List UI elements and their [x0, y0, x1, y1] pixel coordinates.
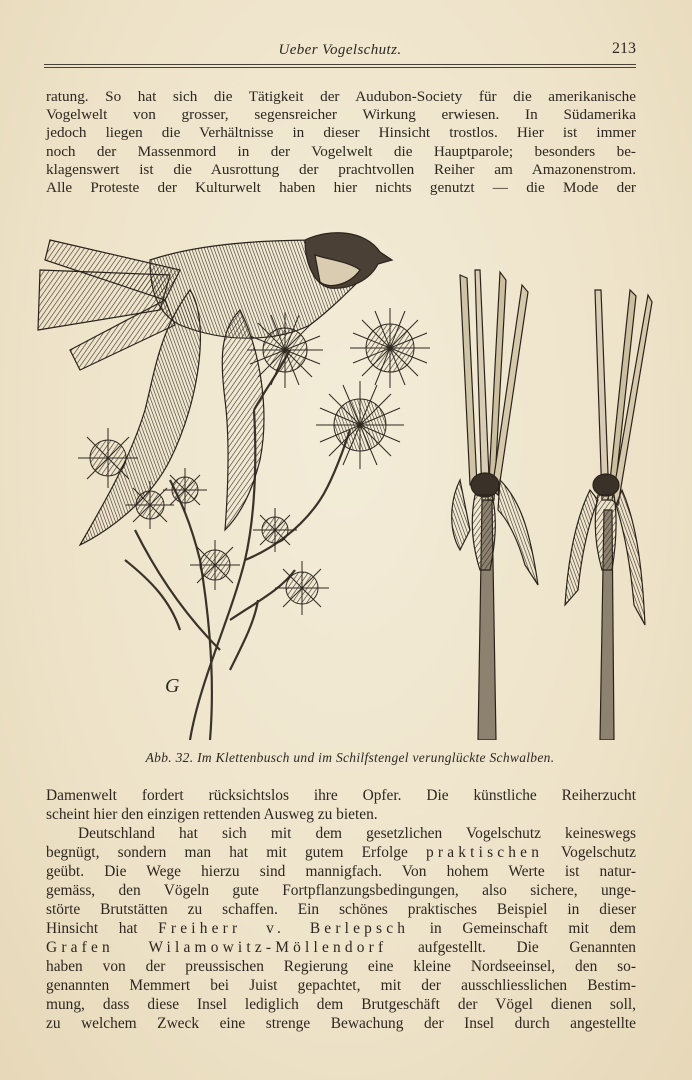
text-line: störte Brutstätten zu schaffen. Ein schönes praktisches Beispiel in dieser	[46, 901, 636, 918]
text-segment: begnügt, sondern man hat mit gutem Erfolge	[46, 844, 426, 861]
text-line: klagenswert ist die Ausrottung der prachtvollen Reiher am Amazonenstrom.	[46, 160, 636, 178]
text-line: zu welchem Zweck eine strenge Bewachung der Insel durch angestellte	[46, 1015, 636, 1032]
text-line: noch der Massenmord in der Vogelwelt die Hauptparole; besonders be-	[46, 142, 636, 160]
lower-paragraphs	[46, 786, 636, 1033]
artist-monogram: G	[165, 675, 180, 697]
reed-swallow-2	[565, 290, 652, 740]
spaced-emphasis: Freiherr v. Berlepsch	[158, 920, 410, 937]
spaced-emphasis: praktischen	[425, 844, 544, 861]
text-line: mung, dass diese Insel lediglich dem Brutgeschäft der Vögel dienen soll,	[46, 996, 636, 1013]
text-line: Damenwelt fordert rücksichtslos ihre Opfer. Die künstliche Reiherzucht	[46, 787, 636, 804]
text-line: gemäss, den Vögeln gute Fortpflanzungsbedingungen, also sichere, unge-	[46, 882, 636, 899]
upper-paragraph	[46, 88, 636, 197]
text-line	[46, 919, 636, 938]
swallow-left	[38, 233, 392, 545]
header-rule	[44, 64, 636, 68]
figure-illustration	[30, 200, 662, 740]
page-number: 213	[612, 40, 636, 57]
text-line	[46, 938, 636, 957]
text-line: scheint hier den einzigen rettenden Ausweg zu bieten.	[46, 806, 378, 823]
text-line: genannten Memmert bei Juist gepachtet, mit der ausschliesslichen Bestim-	[46, 977, 636, 994]
text-line: Alle Proteste der Kulturwelt haben hier nichts genutzt — die Mode der	[46, 178, 636, 196]
reed-swallow-1	[452, 270, 538, 740]
text-segment: in Gemeinschaft mit dem	[409, 920, 636, 937]
text-line: geübt. Die Wege hierzu sind mannigfach. Von hohem Werte ist natur-	[46, 863, 636, 880]
text-line: ratung. So hat sich die Tätigkeit der Audubon-Society für die amerikanische	[46, 88, 636, 105]
swallow-illustration	[30, 200, 662, 740]
text-segment: Hinsicht hat	[46, 920, 159, 937]
text-line: Vogelwelt von grosser, segensreicher Wirkung erwiesen. In Südamerika	[46, 106, 636, 124]
text-line	[46, 843, 636, 862]
running-title: Ueber Vogelschutz.	[278, 42, 402, 58]
page-header	[44, 40, 636, 62]
text-segment: Vogelschutz	[543, 844, 636, 861]
text-line: haben von der preussischen Regierung eine kleine Nordseeinsel, den so-	[46, 958, 636, 975]
text-line: Deutschland hat sich mit dem gesetzlichen Vogelschutz keineswegs	[78, 825, 636, 842]
figure-caption: Abb. 32. Im Klettenbusch und im Schilfstengel verunglückte Schwalben.	[145, 750, 555, 765]
text-line: jedoch liegen die Verhältnisse in dieser Hinsicht trostlos. Hier ist immer	[46, 124, 636, 142]
text-segment: aufgestellt. Die Genannten	[387, 939, 636, 956]
spaced-emphasis: Grafen Wilamowitz-Möllendorf	[46, 939, 388, 956]
